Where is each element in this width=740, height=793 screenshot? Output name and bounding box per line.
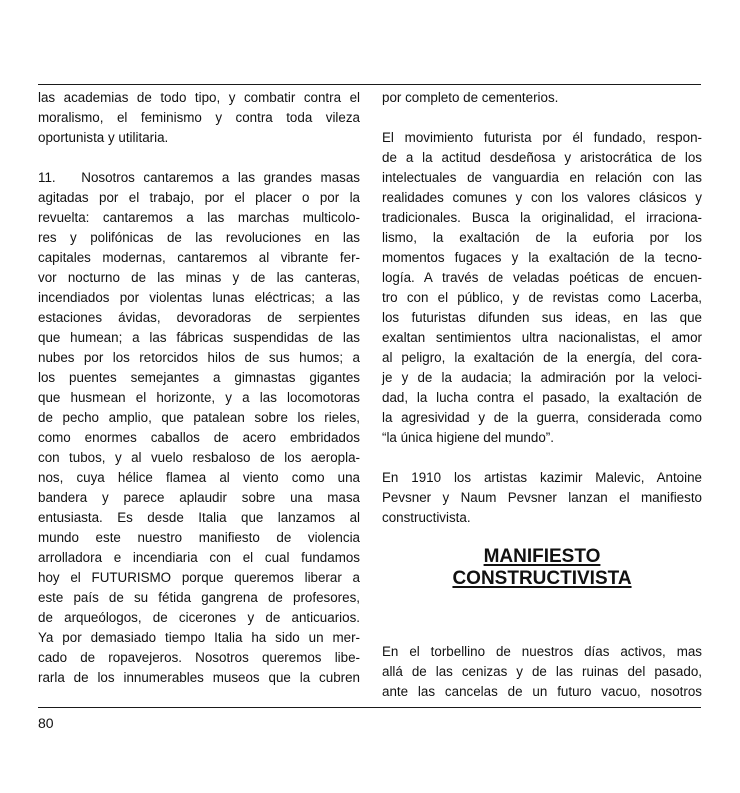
text-line: moralismo, el feminismo y contra toda vileza [38, 110, 360, 125]
text-line: de arqueólogos, de cicerones y de anticuarios. [38, 610, 360, 625]
text-line: allá de las cenizas y de las ruinas del pasado, [382, 664, 702, 679]
heading-line: CONSTRUCTIVISTA [452, 568, 632, 589]
paragraph [382, 88, 702, 108]
text-line: por completo de cementerios. [382, 90, 559, 105]
text-line: al peligro, la exaltación de la energía, del cora- [382, 350, 702, 365]
text-line: los puentes semejantes a gimnastas gigantes [38, 370, 360, 385]
text-line: que humean; a las fábricas suspendidas de las [38, 330, 360, 345]
text-line: constructivista. [382, 510, 471, 525]
text-line: 11. Nosotros cantaremos a las grandes masas [38, 170, 360, 185]
text-line: res y polifónicas de las revoluciones en las [38, 230, 360, 245]
paragraph [382, 642, 702, 702]
text-line: En 1910 los artistas kazimir Malevic, Antoine [382, 470, 702, 485]
text-line: oportunista y utilitaria. [38, 130, 169, 145]
text-line: que husmean el horizonte, y a las locomotoras [38, 390, 360, 405]
text-line: arrolladora e incendiaria con el cual fundamos [38, 550, 360, 565]
text-line: agitadas por el trabajo, por el placer o por la [38, 190, 360, 205]
text-line: intelectuales de vanguardia en relación con las [382, 170, 702, 185]
text-line: Pevsner y Naum Pevsner lanzan el manifiesto [382, 490, 702, 505]
text-line: Ya por demasiado tiempo Italia ha sido un mer- [38, 630, 360, 645]
text-line: tradicionales. Busca la originalidad, el irraciona- [382, 210, 702, 225]
right-column [382, 88, 702, 702]
text-line: con tubos, y al vuelo resbaloso de los aeropla- [38, 450, 360, 465]
text-line: tro con el público, y de revistas como Lacerba, [382, 290, 702, 305]
text-line: nubes por los retorcidos hilos de sus humos; a [38, 350, 360, 365]
left-column [38, 88, 360, 688]
text-line: vor nocturno de las minas y de las canteras, [38, 270, 360, 285]
page-number: 80 [38, 715, 54, 731]
text-line: cado de ropavejeros. Nosotros queremos libe- [38, 650, 360, 665]
text-line: este país de su fétida gangrena de profesores, [38, 590, 360, 605]
text-line: las academias de todo tipo, y combatir contra el [38, 90, 360, 105]
heading-line: MANIFIESTO [483, 546, 601, 567]
bottom-rule [38, 707, 701, 708]
text-line: como enormes caballos de acero embridados [38, 430, 360, 445]
text-line: je y de la audacia; la admiración por la veloci- [382, 370, 702, 385]
text-line: bandera y parece aplaudir sobre una masa [38, 490, 360, 505]
paragraph [38, 168, 360, 688]
text-line: realidades comunes y con los valores clásicos y [382, 190, 702, 205]
text-line: dad, la lucha contra el pasado, la exaltación de [382, 390, 702, 405]
text-line: revuelta: cantaremos a las marchas multicolo- [38, 210, 360, 225]
text-line: logía. A través de veladas poéticas de encuen- [382, 270, 702, 285]
text-line: mundo este nuestro manifiesto de violencia [38, 530, 360, 545]
text-line: de a la actitud desdeñosa y aristocrática de los [382, 150, 702, 165]
text-line: los futuristas difunden sus ideas, en las que [382, 310, 702, 325]
text-line: la agresividad y de la guerra, considerada como [382, 410, 702, 425]
text-line: exaltan sentimientos ultra nacionalistas, el amor [382, 330, 702, 345]
text-line: “la única higiene del mundo”. [382, 430, 554, 445]
text-line: hoy el FUTURISMO porque queremos liberar a [38, 570, 360, 585]
text-line: momentos fugaces y la exaltación de la tecno- [382, 250, 702, 265]
text-line: incendiados por violentas lunas eléctricas; a las [38, 290, 360, 305]
text-line: capitales modernas, cantaremos al vibrante fer- [38, 250, 360, 265]
text-line: de pecho amplio, que patalean sobre los rieles, [38, 410, 360, 425]
top-rule [38, 84, 701, 85]
text-line: estaciones ávidas, devoradoras de serpientes [38, 310, 360, 325]
paragraph [38, 88, 360, 148]
text-line: El movimiento futurista por él fundado, respon- [382, 130, 702, 145]
text-line: entusiasta. Es desde Italia que lanzamos al [38, 510, 360, 525]
text-line: lismo, la exaltación de la euforia por los [382, 230, 702, 245]
text-line: rarla de los innumerables museos que la cubren [38, 670, 360, 685]
section-heading [382, 546, 702, 622]
text-line: nos, cuya hélice flamea al viento como una [38, 470, 360, 485]
paragraph [382, 128, 702, 448]
paragraph [382, 468, 702, 528]
text-line: ante las cancelas de un futuro vacuo, nosotros [382, 684, 702, 699]
text-line: En el torbellino de nuestros días activos, mas [382, 644, 702, 659]
